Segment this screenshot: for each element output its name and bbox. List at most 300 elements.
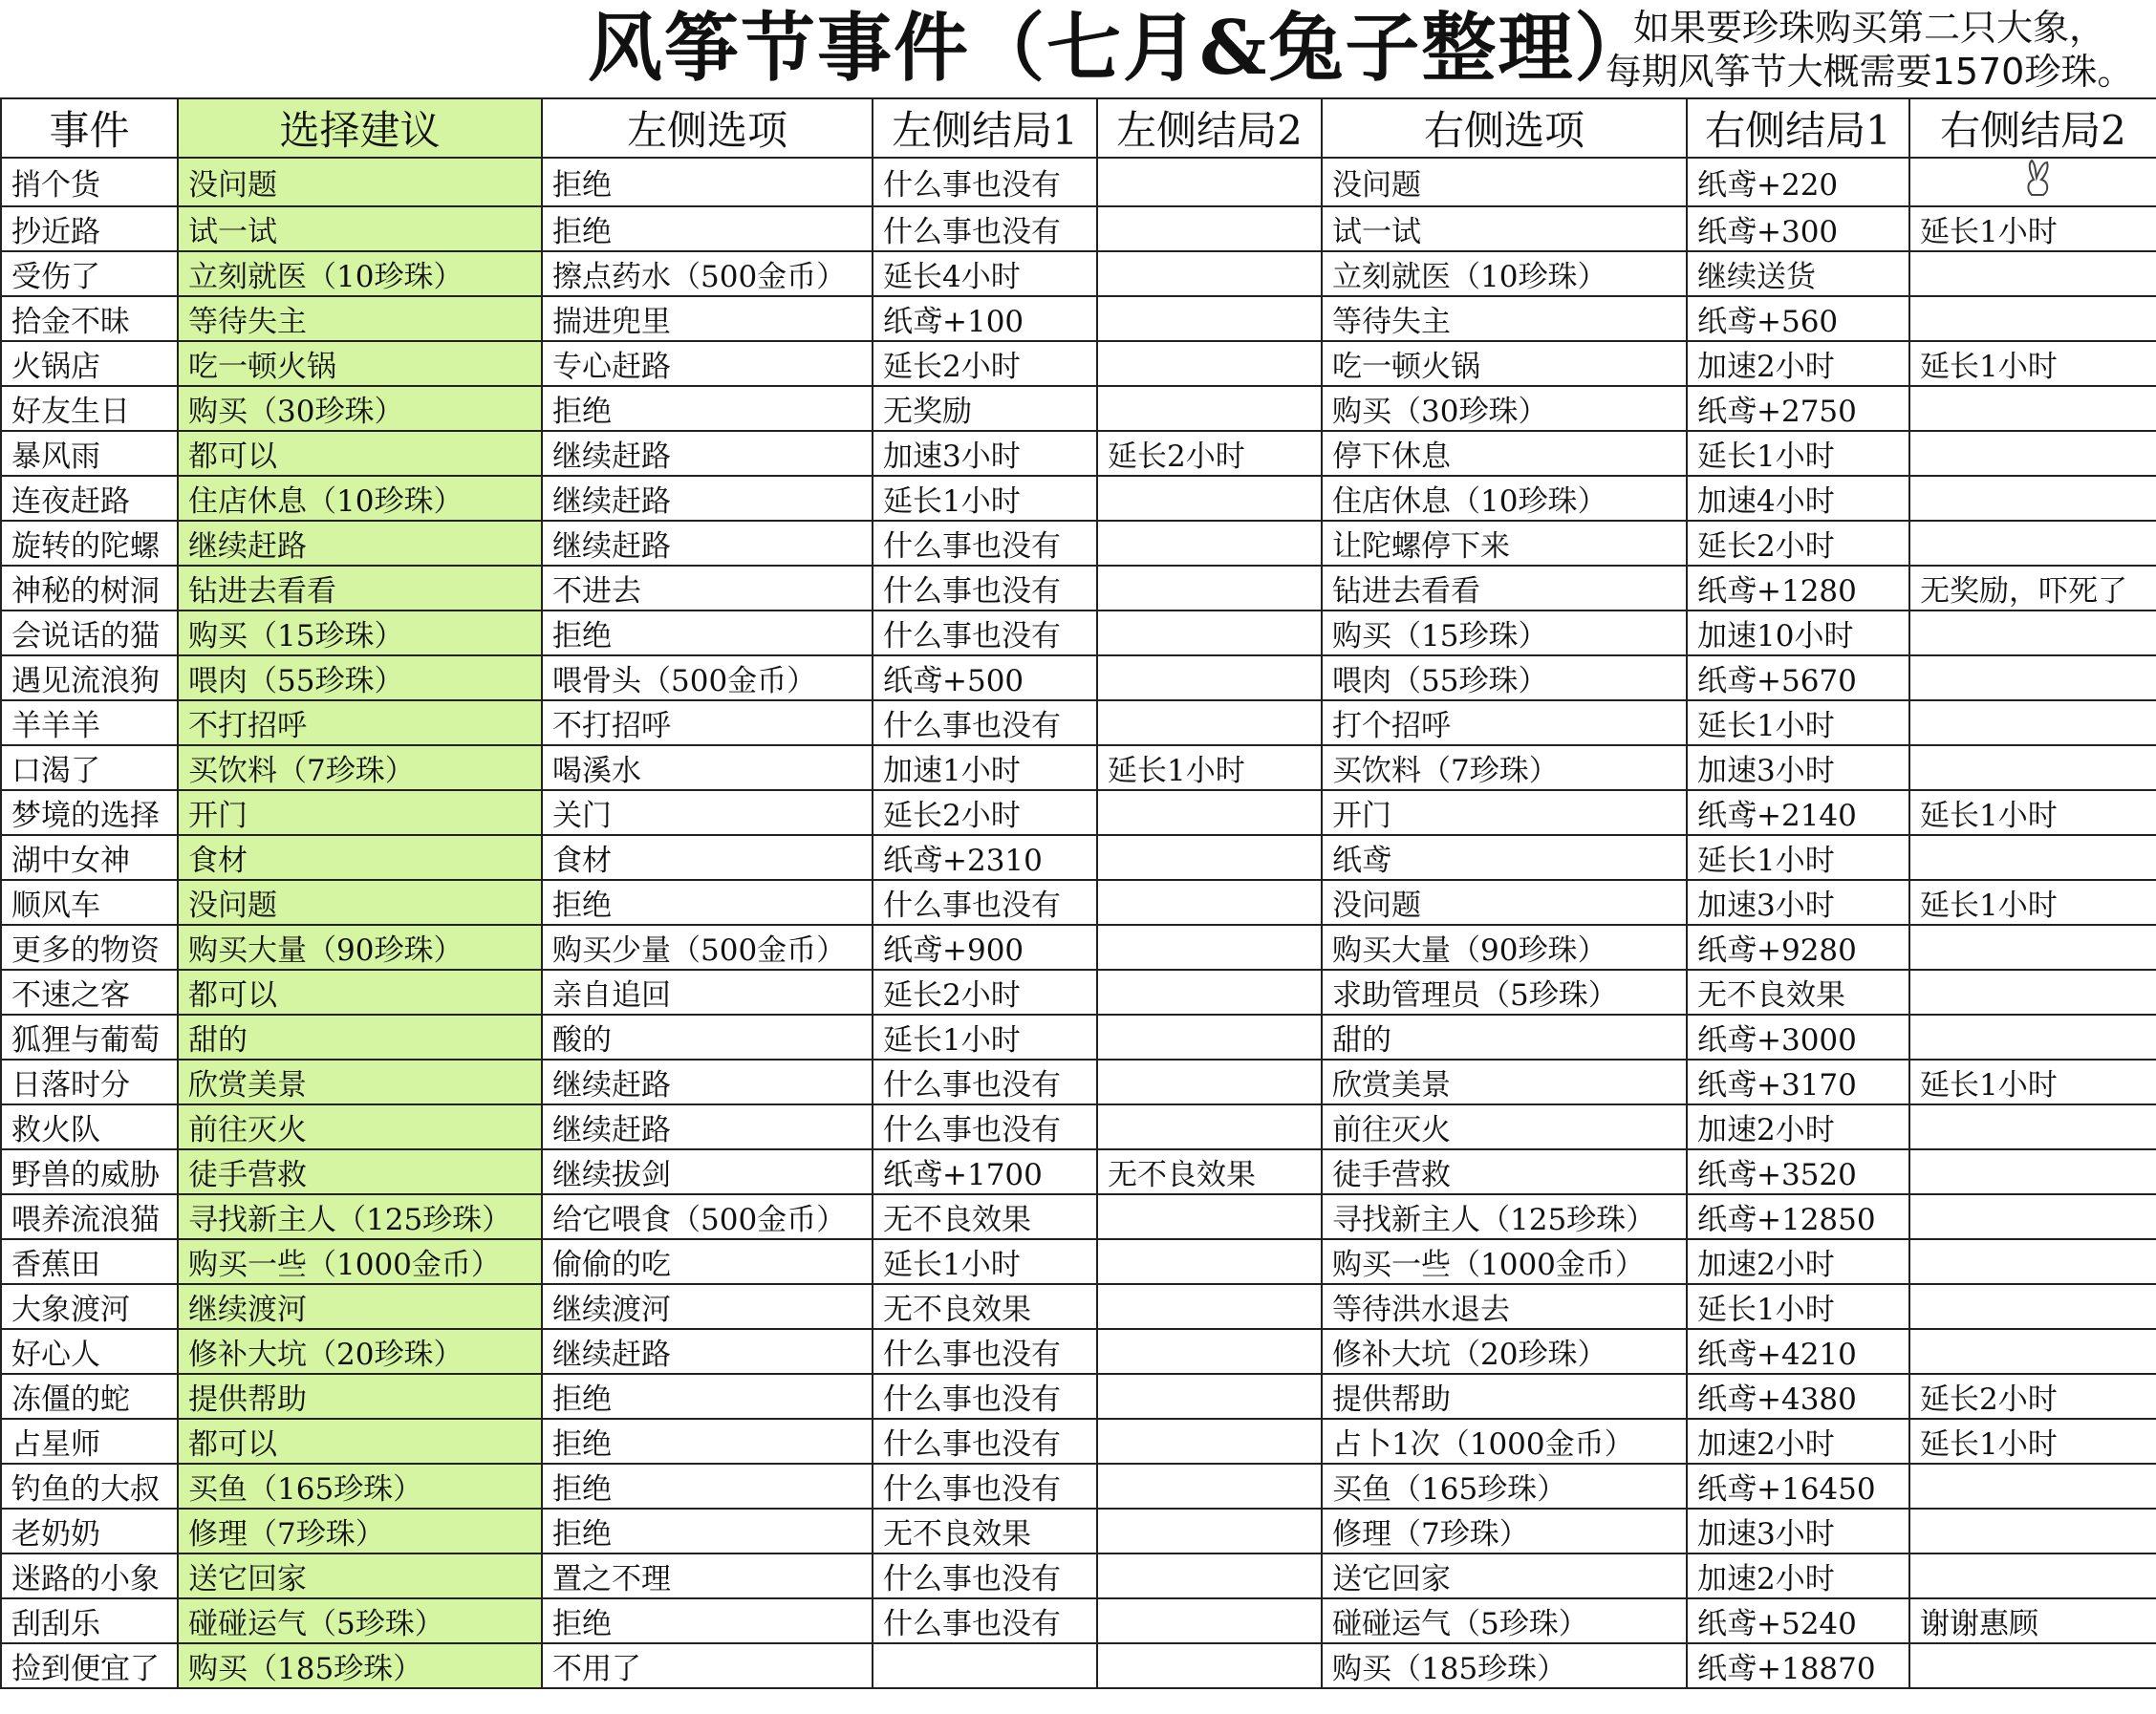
cell-left-outcome-1: 什么事也没有 (873, 158, 1097, 206)
cell-event: 刮刮乐 (1, 1598, 178, 1643)
cell-suggestion: 购买一些（1000金币） (178, 1239, 542, 1284)
cell-left-outcome-2 (1097, 1284, 1322, 1329)
cell-suggestion: 都可以 (178, 970, 542, 1015)
cell-left-outcome-2 (1097, 158, 1322, 206)
cell-right-outcome-1: 加速2小时 (1687, 1419, 1909, 1464)
cell-left-option: 拒绝 (542, 880, 873, 925)
cell-right-outcome-1: 延长1小时 (1687, 700, 1909, 745)
cell-right-outcome-1: 加速3小时 (1687, 880, 1909, 925)
cell-suggestion: 前往灭火 (178, 1104, 542, 1149)
column-header-left-outcome-1: 左侧结局1 (873, 98, 1097, 158)
cell-left-option: 食材 (542, 835, 873, 880)
cell-right-option: 买鱼（165珍珠） (1322, 1464, 1687, 1509)
cell-left-outcome-2 (1097, 1419, 1322, 1464)
cell-left-outcome-2 (1097, 476, 1322, 521)
cell-right-outcome-1: 纸鸢+2750 (1687, 386, 1909, 431)
cell-left-outcome-1: 什么事也没有 (873, 1598, 1097, 1643)
cell-left-outcome-1: 无奖励 (873, 386, 1097, 431)
cell-suggestion: 欣赏美景 (178, 1060, 542, 1104)
cell-suggestion: 试一试 (178, 206, 542, 251)
column-header-right-outcome-1: 右侧结局1 (1687, 98, 1909, 158)
table-row (1, 1374, 2156, 1419)
cell-right-outcome-1: 纸鸢+18870 (1687, 1643, 1909, 1688)
cell-right-outcome-1: 纸鸢+560 (1687, 296, 1909, 341)
cell-right-outcome-1: 加速2小时 (1687, 341, 1909, 386)
cell-suggestion: 购买（30珍珠） (178, 386, 542, 431)
cell-suggestion: 修补大坑（20珍珠） (178, 1329, 542, 1374)
cell-right-outcome-2: 延长1小时 (1909, 206, 2156, 251)
cell-left-outcome-1: 什么事也没有 (873, 1374, 1097, 1419)
table-row (1, 1553, 2156, 1598)
cell-left-outcome-1: 什么事也没有 (873, 880, 1097, 925)
cell-left-outcome-1: 什么事也没有 (873, 521, 1097, 566)
cell-event: 连夜赶路 (1, 476, 178, 521)
cell-event: 冻僵的蛇 (1, 1374, 178, 1419)
cell-event: 大象渡河 (1, 1284, 178, 1329)
cell-left-outcome-1: 延长1小时 (873, 476, 1097, 521)
table-row (1, 1464, 2156, 1509)
cell-right-option: 钻进去看看 (1322, 566, 1687, 611)
cell-left-option: 拒绝 (542, 386, 873, 431)
cell-event: 梦境的选择 (1, 790, 178, 835)
cell-event: 不速之客 (1, 970, 178, 1015)
cell-suggestion: 继续渡河 (178, 1284, 542, 1329)
pearl-note (1592, 6, 2146, 94)
cell-event: 钓鱼的大叔 (1, 1464, 178, 1509)
cell-left-outcome-1: 什么事也没有 (873, 1060, 1097, 1104)
cell-right-option: 徒手营救 (1322, 1149, 1687, 1194)
cell-left-option: 拒绝 (542, 1598, 873, 1643)
cell-event: 老奶奶 (1, 1509, 178, 1553)
cell-left-outcome-2 (1097, 251, 1322, 296)
cell-right-outcome-1: 继续送货 (1687, 251, 1909, 296)
cell-right-outcome-2 (1909, 476, 2156, 521)
cell-right-outcome-2: 延长1小时 (1909, 1060, 2156, 1104)
cell-right-outcome-1: 加速2小时 (1687, 1553, 1909, 1598)
cell-event: 湖中女神 (1, 835, 178, 880)
cell-right-option: 修补大坑（20珍珠） (1322, 1329, 1687, 1374)
cell-right-outcome-1: 延长1小时 (1687, 835, 1909, 880)
cell-right-outcome-2 (1909, 1015, 2156, 1060)
cell-left-outcome-1: 什么事也没有 (873, 566, 1097, 611)
cell-left-option: 购买少量（500金币） (542, 925, 873, 970)
cell-right-outcome-1: 纸鸢+220 (1687, 158, 1909, 206)
cell-right-outcome-2: 延长2小时 (1909, 1374, 2156, 1419)
cell-left-outcome-2 (1097, 611, 1322, 655)
sheet-header (0, 0, 2156, 97)
cell-left-outcome-2 (1097, 1239, 1322, 1284)
cell-right-outcome-2 (1909, 655, 2156, 700)
cell-right-outcome-1: 纸鸢+3170 (1687, 1060, 1909, 1104)
cell-left-outcome-1: 什么事也没有 (873, 206, 1097, 251)
cell-right-outcome-2 (1909, 1149, 2156, 1194)
cell-right-option: 占卜1次（1000金币） (1322, 1419, 1687, 1464)
cell-left-outcome-1: 延长2小时 (873, 790, 1097, 835)
cell-left-outcome-2 (1097, 835, 1322, 880)
cell-event: 神秘的树洞 (1, 566, 178, 611)
cell-left-option: 继续赶路 (542, 1060, 873, 1104)
cell-left-option: 揣进兜里 (542, 296, 873, 341)
cell-event: 火锅店 (1, 341, 178, 386)
cell-left-option: 拒绝 (542, 1374, 873, 1419)
cell-event: 迷路的小象 (1, 1553, 178, 1598)
column-header-event: 事件 (1, 98, 178, 158)
cell-left-option: 擦点药水（500金币） (542, 251, 873, 296)
cell-left-outcome-1: 延长1小时 (873, 1239, 1097, 1284)
cell-left-option: 喝溪水 (542, 745, 873, 790)
table-row (1, 431, 2156, 476)
cell-left-outcome-2 (1097, 1015, 1322, 1060)
cell-right-option: 送它回家 (1322, 1553, 1687, 1598)
cell-right-option: 前往灭火 (1322, 1104, 1687, 1149)
cell-suggestion: 住店休息（10珍珠） (178, 476, 542, 521)
cell-event: 狐狸与葡萄 (1, 1015, 178, 1060)
cell-right-option: 立刻就医（10珍珠） (1322, 251, 1687, 296)
cell-event: 暴风雨 (1, 431, 178, 476)
table-row (1, 1104, 2156, 1149)
column-header-left-outcome-2: 左侧结局2 (1097, 98, 1322, 158)
header-row (1, 98, 2156, 158)
cell-right-outcome-1: 纸鸢+12850 (1687, 1194, 1909, 1239)
cell-event: 拾金不昧 (1, 296, 178, 341)
cell-left-option: 不打招呼 (542, 700, 873, 745)
cell-left-option: 亲自追回 (542, 970, 873, 1015)
table-row (1, 745, 2156, 790)
pearl-note-line-1: 如果要珍珠购买第二只大象， (1632, 7, 2105, 49)
cell-left-outcome-2 (1097, 1374, 1322, 1419)
cell-right-outcome-1: 延长1小时 (1687, 1284, 1909, 1329)
cell-left-option: 拒绝 (542, 1509, 873, 1553)
cell-right-option: 欣赏美景 (1322, 1060, 1687, 1104)
cell-suggestion: 徒手营救 (178, 1149, 542, 1194)
table-row (1, 655, 2156, 700)
table-row (1, 1419, 2156, 1464)
cell-event: 更多的物资 (1, 925, 178, 970)
cell-left-option: 置之不理 (542, 1553, 873, 1598)
cell-suggestion: 继续赶路 (178, 521, 542, 566)
cell-left-outcome-2 (1097, 880, 1322, 925)
cell-left-outcome-2 (1097, 700, 1322, 745)
cell-left-outcome-2 (1097, 970, 1322, 1015)
cell-right-outcome-2 (1909, 1553, 2156, 1598)
cell-right-outcome-2 (1909, 296, 2156, 341)
cell-right-outcome-1: 纸鸢+1280 (1687, 566, 1909, 611)
cell-left-option: 继续赶路 (542, 431, 873, 476)
table-row (1, 611, 2156, 655)
cell-right-outcome-2: 谢谢惠顾 (1909, 1598, 2156, 1643)
event-table (0, 97, 2156, 1689)
cell-left-outcome-1: 什么事也没有 (873, 700, 1097, 745)
cell-left-outcome-2 (1097, 1464, 1322, 1509)
table-row (1, 1194, 2156, 1239)
cell-right-outcome-1: 纸鸢+3000 (1687, 1015, 1909, 1060)
cell-left-outcome-1 (873, 1643, 1097, 1688)
cell-right-outcome-2: 无奖励，吓死了 (1909, 566, 2156, 611)
cell-left-outcome-2 (1097, 1194, 1322, 1239)
cell-suggestion: 购买（15珍珠） (178, 611, 542, 655)
cell-suggestion: 等待失主 (178, 296, 542, 341)
cell-event: 占星师 (1, 1419, 178, 1464)
table-row (1, 970, 2156, 1015)
cell-right-outcome-1: 加速2小时 (1687, 1239, 1909, 1284)
cell-left-outcome-1: 纸鸢+900 (873, 925, 1097, 970)
cell-event: 好心人 (1, 1329, 178, 1374)
table-row (1, 296, 2156, 341)
column-header-suggestion: 选择建议 (178, 98, 542, 158)
cell-left-outcome-1: 什么事也没有 (873, 1329, 1097, 1374)
table-row (1, 1509, 2156, 1553)
cell-left-option: 不用了 (542, 1643, 873, 1688)
cell-event: 抄近路 (1, 206, 178, 251)
cell-suggestion: 吃一顿火锅 (178, 341, 542, 386)
cell-left-option: 继续赶路 (542, 1329, 873, 1374)
cell-left-outcome-2 (1097, 341, 1322, 386)
cell-right-option: 开门 (1322, 790, 1687, 835)
cell-suggestion: 修理（7珍珠） (178, 1509, 542, 1553)
cell-right-option: 喂肉（55珍珠） (1322, 655, 1687, 700)
cell-left-outcome-2: 无不良效果 (1097, 1149, 1322, 1194)
cell-right-outcome-1: 纸鸢+3520 (1687, 1149, 1909, 1194)
cell-suggestion: 都可以 (178, 431, 542, 476)
cell-event: 日落时分 (1, 1060, 178, 1104)
cell-right-option: 没问题 (1322, 158, 1687, 206)
cell-right-outcome-2 (1909, 611, 2156, 655)
cell-right-outcome-1: 纸鸢+300 (1687, 206, 1909, 251)
cell-left-outcome-1: 纸鸢+1700 (873, 1149, 1097, 1194)
cell-suggestion: 开门 (178, 790, 542, 835)
cell-right-outcome-1: 加速10小时 (1687, 611, 1909, 655)
cell-left-outcome-2 (1097, 1643, 1322, 1688)
cell-right-outcome-2 (1909, 1284, 2156, 1329)
cell-right-outcome-2 (1909, 1643, 2156, 1688)
table-row (1, 1284, 2156, 1329)
cell-right-outcome-1: 加速2小时 (1687, 1104, 1909, 1149)
cell-right-outcome-2 (1909, 700, 2156, 745)
cell-right-outcome-2 (1909, 251, 2156, 296)
cell-right-option: 求助管理员（5珍珠） (1322, 970, 1687, 1015)
cell-left-outcome-1: 纸鸢+500 (873, 655, 1097, 700)
cell-event: 救火队 (1, 1104, 178, 1149)
column-header-right-option: 右侧选项 (1322, 98, 1687, 158)
cell-left-outcome-1: 什么事也没有 (873, 1419, 1097, 1464)
table-row (1, 158, 2156, 206)
cell-left-outcome-1: 加速1小时 (873, 745, 1097, 790)
cell-suggestion: 都可以 (178, 1419, 542, 1464)
cell-right-outcome-2: 延长1小时 (1909, 1419, 2156, 1464)
cell-left-outcome-1: 延长2小时 (873, 970, 1097, 1015)
cell-right-outcome-1: 纸鸢+5670 (1687, 655, 1909, 700)
table-body (1, 158, 2156, 1688)
cell-left-outcome-1: 什么事也没有 (873, 1464, 1097, 1509)
cell-left-outcome-2: 延长1小时 (1097, 745, 1322, 790)
cell-right-option: 让陀螺停下来 (1322, 521, 1687, 566)
cell-suggestion: 碰碰运气（5珍珠） (178, 1598, 542, 1643)
cell-suggestion: 购买大量（90珍珠） (178, 925, 542, 970)
cell-suggestion: 购买（185珍珠） (178, 1643, 542, 1688)
cell-left-outcome-1: 什么事也没有 (873, 611, 1097, 655)
cell-left-outcome-2 (1097, 925, 1322, 970)
cell-suggestion: 立刻就医（10珍珠） (178, 251, 542, 296)
cell-right-outcome-2 (1909, 1239, 2156, 1284)
cell-left-option: 不进去 (542, 566, 873, 611)
cell-left-option: 关门 (542, 790, 873, 835)
cell-left-option: 拒绝 (542, 158, 873, 206)
cell-left-outcome-2 (1097, 655, 1322, 700)
cell-left-option: 拒绝 (542, 611, 873, 655)
cell-left-option: 继续赶路 (542, 476, 873, 521)
cell-right-option: 纸鸢 (1322, 835, 1687, 880)
cell-right-outcome-1: 无不良效果 (1687, 970, 1909, 1015)
table-row (1, 1149, 2156, 1194)
cell-right-option: 购买（30珍珠） (1322, 386, 1687, 431)
cell-right-outcome-2 (1909, 925, 2156, 970)
cell-event: 捡到便宜了 (1, 1643, 178, 1688)
cell-left-outcome-2 (1097, 296, 1322, 341)
cell-left-outcome-1: 无不良效果 (873, 1509, 1097, 1553)
cell-right-outcome-1: 延长2小时 (1687, 521, 1909, 566)
cell-left-option: 酸的 (542, 1015, 873, 1060)
cell-suggestion: 送它回家 (178, 1553, 542, 1598)
cell-right-outcome-2 (1909, 431, 2156, 476)
cell-left-option: 继续拔剑 (542, 1149, 873, 1194)
cell-left-outcome-2 (1097, 1553, 1322, 1598)
cell-event: 会说话的猫 (1, 611, 178, 655)
cell-event: 遇见流浪狗 (1, 655, 178, 700)
cell-right-option: 寻找新主人（125珍珠） (1322, 1194, 1687, 1239)
cell-right-outcome-1: 加速4小时 (1687, 476, 1909, 521)
cell-right-outcome-2 (1909, 1104, 2156, 1149)
cell-left-outcome-1: 延长2小时 (873, 341, 1097, 386)
column-header-left-option: 左侧选项 (542, 98, 873, 158)
table-row (1, 386, 2156, 431)
table-row (1, 1239, 2156, 1284)
cell-event: 顺风车 (1, 880, 178, 925)
cell-right-outcome-1: 纸鸢+4380 (1687, 1374, 1909, 1419)
cell-suggestion: 买饮料（7珍珠） (178, 745, 542, 790)
cell-right-option: 修理（7珍珠） (1322, 1509, 1687, 1553)
table-row (1, 341, 2156, 386)
table-row (1, 1329, 2156, 1374)
cell-event: 野兽的威胁 (1, 1149, 178, 1194)
cell-left-outcome-1: 无不良效果 (873, 1194, 1097, 1239)
cell-left-outcome-2 (1097, 1060, 1322, 1104)
table-row (1, 835, 2156, 880)
cell-left-outcome-2 (1097, 566, 1322, 611)
cell-left-option: 拒绝 (542, 1419, 873, 1464)
cell-left-outcome-1: 延长1小时 (873, 1015, 1097, 1060)
cell-left-outcome-2 (1097, 1329, 1322, 1374)
cell-right-outcome-2 (1909, 745, 2156, 790)
cell-left-outcome-2 (1097, 1598, 1322, 1643)
table-row (1, 790, 2156, 835)
cell-right-outcome-2: 延长1小时 (1909, 880, 2156, 925)
cell-right-outcome-2: 延长1小时 (1909, 790, 2156, 835)
cell-right-outcome-2 (1909, 1464, 2156, 1509)
cell-right-outcome-2 (1909, 1194, 2156, 1239)
cell-right-option: 没问题 (1322, 880, 1687, 925)
cell-right-option: 甜的 (1322, 1015, 1687, 1060)
cell-left-option: 拒绝 (542, 1464, 873, 1509)
cell-left-outcome-1: 什么事也没有 (873, 1104, 1097, 1149)
cell-event: 捎个货 (1, 158, 178, 206)
cell-left-option: 专心赶路 (542, 341, 873, 386)
cell-left-outcome-2: 延长2小时 (1097, 431, 1322, 476)
cell-right-outcome-2 (1909, 386, 2156, 431)
cell-right-outcome-1: 纸鸢+2140 (1687, 790, 1909, 835)
cell-event: 喂养流浪猫 (1, 1194, 178, 1239)
cell-right-outcome-2: 延长1小时 (1909, 341, 2156, 386)
cell-event: 好友生日 (1, 386, 178, 431)
cell-right-outcome-1: 纸鸢+16450 (1687, 1464, 1909, 1509)
cell-left-outcome-1: 延长4小时 (873, 251, 1097, 296)
table-row (1, 566, 2156, 611)
cell-left-option: 继续赶路 (542, 521, 873, 566)
cell-left-outcome-1: 加速3小时 (873, 431, 1097, 476)
cell-right-option: 住店休息（10珍珠） (1322, 476, 1687, 521)
column-header-right-outcome-2: 右侧结局2 (1909, 98, 2156, 158)
pearl-note-line-2: 每期风筝节大概需要1570珍珠。 (1605, 51, 2134, 93)
table-row (1, 925, 2156, 970)
cell-left-outcome-2 (1097, 521, 1322, 566)
cell-left-option: 拒绝 (542, 206, 873, 251)
cell-suggestion: 食材 (178, 835, 542, 880)
cell-right-option: 购买（15珍珠） (1322, 611, 1687, 655)
table-row (1, 1643, 2156, 1688)
rabbit-icon (2022, 159, 2055, 205)
cell-right-option: 购买（185珍珠） (1322, 1643, 1687, 1688)
cell-suggestion: 不打招呼 (178, 700, 542, 745)
cell-suggestion: 没问题 (178, 880, 542, 925)
cell-event: 受伤了 (1, 251, 178, 296)
cell-left-outcome-1: 什么事也没有 (873, 1553, 1097, 1598)
cell-right-option: 购买大量（90珍珠） (1322, 925, 1687, 970)
cell-right-option: 购买一些（1000金币） (1322, 1239, 1687, 1284)
cell-right-option: 碰碰运气（5珍珠） (1322, 1598, 1687, 1643)
cell-right-option: 等待失主 (1322, 296, 1687, 341)
cell-right-option: 提供帮助 (1322, 1374, 1687, 1419)
cell-suggestion: 提供帮助 (178, 1374, 542, 1419)
cell-right-option: 等待洪水退去 (1322, 1284, 1687, 1329)
cell-right-outcome-2 (1909, 970, 2156, 1015)
table-row (1, 1598, 2156, 1643)
cell-right-outcome-2 (1909, 521, 2156, 566)
cell-right-outcome-1: 加速3小时 (1687, 745, 1909, 790)
cell-suggestion: 买鱼（165珍珠） (178, 1464, 542, 1509)
cell-right-option: 打个招呼 (1322, 700, 1687, 745)
cell-right-option: 停下休息 (1322, 431, 1687, 476)
cell-right-outcome-1: 纸鸢+4210 (1687, 1329, 1909, 1374)
cell-left-outcome-2 (1097, 386, 1322, 431)
cell-left-outcome-2 (1097, 1104, 1322, 1149)
cell-left-option: 继续赶路 (542, 1104, 873, 1149)
table-row (1, 251, 2156, 296)
cell-suggestion: 喂肉（55珍珠） (178, 655, 542, 700)
cell-left-option: 给它喂食（500金币） (542, 1194, 873, 1239)
cell-right-outcome-1: 纸鸢+5240 (1687, 1598, 1909, 1643)
cell-right-outcome-2 (1909, 1329, 2156, 1374)
cell-suggestion: 甜的 (178, 1015, 542, 1060)
cell-right-option: 吃一顿火锅 (1322, 341, 1687, 386)
table-row (1, 206, 2156, 251)
table-row (1, 521, 2156, 566)
table-row (1, 700, 2156, 745)
cell-right-outcome-2 (1909, 158, 2156, 206)
cell-left-outcome-1: 纸鸢+100 (873, 296, 1097, 341)
table-row (1, 1015, 2156, 1060)
table-row (1, 476, 2156, 521)
cell-left-outcome-2 (1097, 790, 1322, 835)
cell-right-outcome-2 (1909, 1509, 2156, 1553)
